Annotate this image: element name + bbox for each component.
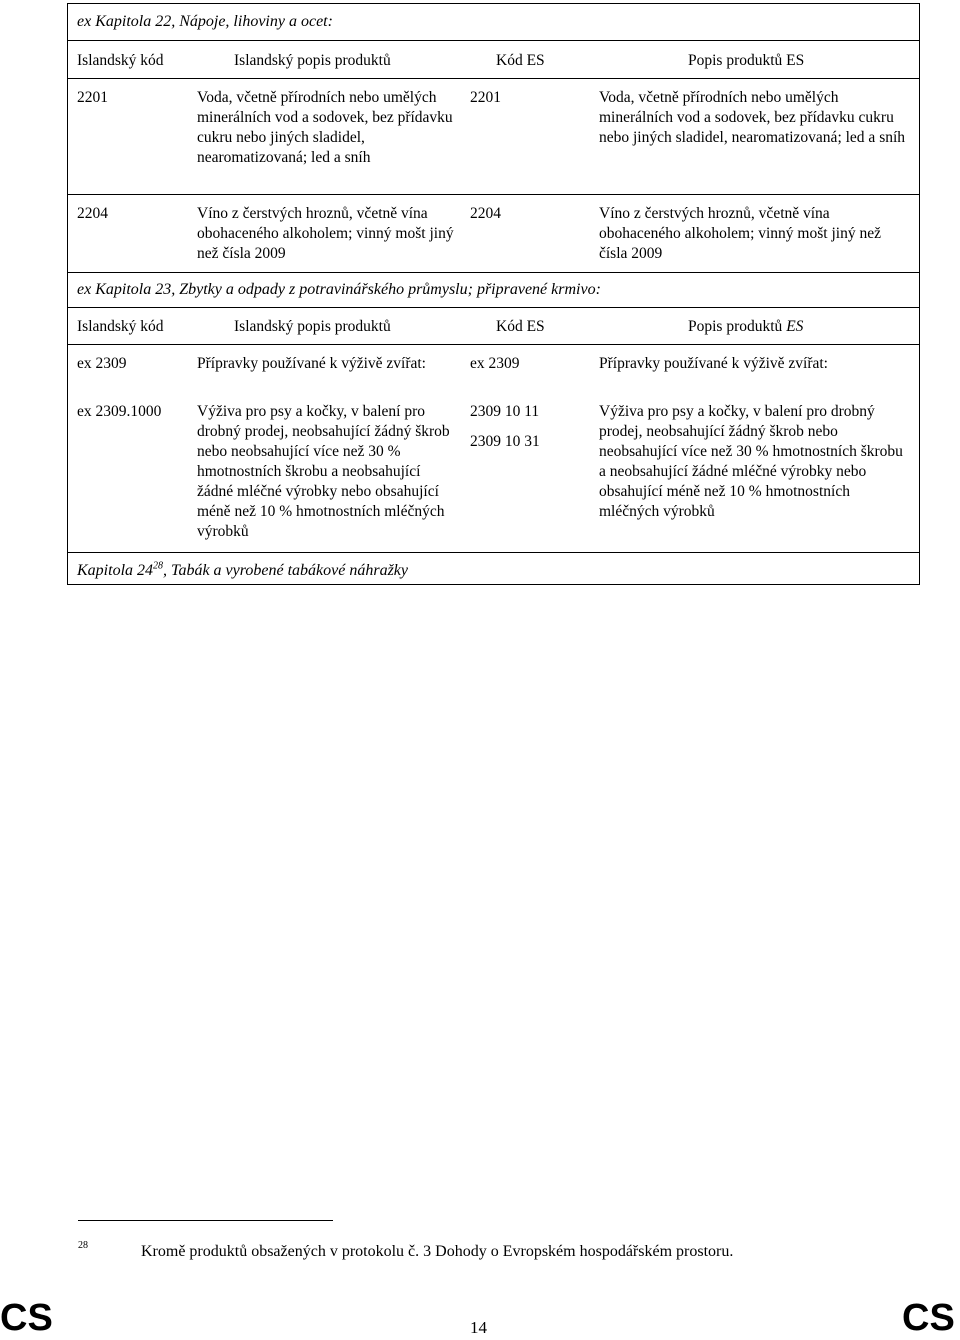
header-es-desc-text: Popis produktů xyxy=(688,318,783,335)
row-ex2309-es-desc: Přípravky používané k výživě zvířat: xyxy=(599,355,828,372)
chapter-22-title: ex Kapitola 22, Nápoje, lihoviny a ocet: xyxy=(77,13,333,30)
header-is-code: Islandský kód xyxy=(77,52,164,69)
row-ex23091000-es-code-1: 2309 10 11 xyxy=(470,403,540,420)
footnote-rule xyxy=(78,1220,333,1221)
row-ex2309-es-code: ex 2309 xyxy=(470,355,520,372)
row-2204-es-code: 2204 xyxy=(470,205,501,222)
footer-language-mark-right: CS xyxy=(902,1297,955,1339)
header-es-code: Kód ES xyxy=(496,52,545,69)
divider xyxy=(68,78,919,79)
row-ex23091000-es-code-2: 2309 10 31 xyxy=(470,433,540,450)
header-is-code: Islandský kód xyxy=(77,318,164,335)
divider xyxy=(68,307,919,308)
row-2204-is-code: 2204 xyxy=(77,205,108,222)
product-table xyxy=(67,3,920,585)
divider xyxy=(68,194,919,195)
chapter-23-title: ex Kapitola 23, Zbytky a odpady z potravinářského průmyslu; připravené krmivo: xyxy=(77,281,601,298)
row-2204-is-desc: Víno z čerstvých hroznů, včetně vína obohaceného alkoholem; vinný mošt jiný než čísla 2009 xyxy=(197,205,454,262)
footnote-number: 28 xyxy=(78,1240,88,1251)
chapter-24-title-suffix: , Tabák a vyrobené tabákové náhražky xyxy=(163,562,408,579)
header-es-suffix: ES xyxy=(786,318,804,335)
chapter-24-title xyxy=(77,561,408,581)
divider xyxy=(68,344,919,345)
row-ex2309-is-desc: Přípravky používané k výživě zvířat: xyxy=(197,355,426,372)
footer-language-mark-left: CS xyxy=(0,1297,53,1339)
row-ex23091000-is-desc: Výživa pro psy a kočky, v balení pro drobný prodej, neobsahující žádný škrob nebo neobsahující více než 30 % hmotnostních škrobu a neobsahující žádné mléčné výrobky nebo obsahující méně než 10 % hmotnostních mléčných výrobků xyxy=(197,403,450,540)
chapter-24-title-prefix: Kapitola 24 xyxy=(77,562,154,579)
header-es-code: Kód ES xyxy=(496,318,545,335)
page-number: 14 xyxy=(470,1318,487,1337)
row-2201-es-desc: Voda, včetně přírodních nebo umělých minerálních vod a sodovek, bez přídavku cukru nebo jiných sladidel, nearomatizovaná; led a sníh xyxy=(599,89,906,146)
row-2204-es-desc: Víno z čerstvých hroznů, včetně vína obohaceného alkoholem; vinný mošt jiný než čísla 2009 xyxy=(599,205,881,262)
row-2201-is-code: 2201 xyxy=(77,89,108,106)
row-ex23091000-is-code: ex 2309.1000 xyxy=(77,403,162,420)
header-es-desc: Popis produktů ES xyxy=(688,52,805,69)
footnote-text: Kromě produktů obsažených v protokolu č. 3 Dohody o Evropském hospodářském prostoru. xyxy=(141,1243,734,1260)
divider xyxy=(68,272,919,273)
header-es-desc xyxy=(688,317,803,337)
header-is-desc: Islandský popis produktů xyxy=(234,52,391,69)
row-2201-is-desc: Voda, včetně přírodních nebo umělých minerálních vod a sodovek, bez přídavku cukru nebo jiných sladidel, nearomatizovaná; led a sníh xyxy=(197,89,453,166)
divider xyxy=(68,552,919,553)
divider xyxy=(68,40,919,41)
row-2201-es-code: 2201 xyxy=(470,89,501,106)
footnote-ref: 28 xyxy=(153,560,164,572)
header-is-desc: Islandský popis produktů xyxy=(234,318,391,335)
row-ex23091000-es-desc: Výživa pro psy a kočky, v balení pro drobný prodej, neobsahující žádný škrob nebo neobsahující více než 30 % hmotnostních škrobu a neobsahující žádné mléčné výrobky nebo obsahující méně než 10 % hmotnostních mléčných výrobků xyxy=(599,403,903,520)
row-ex2309-is-code: ex 2309 xyxy=(77,355,127,372)
